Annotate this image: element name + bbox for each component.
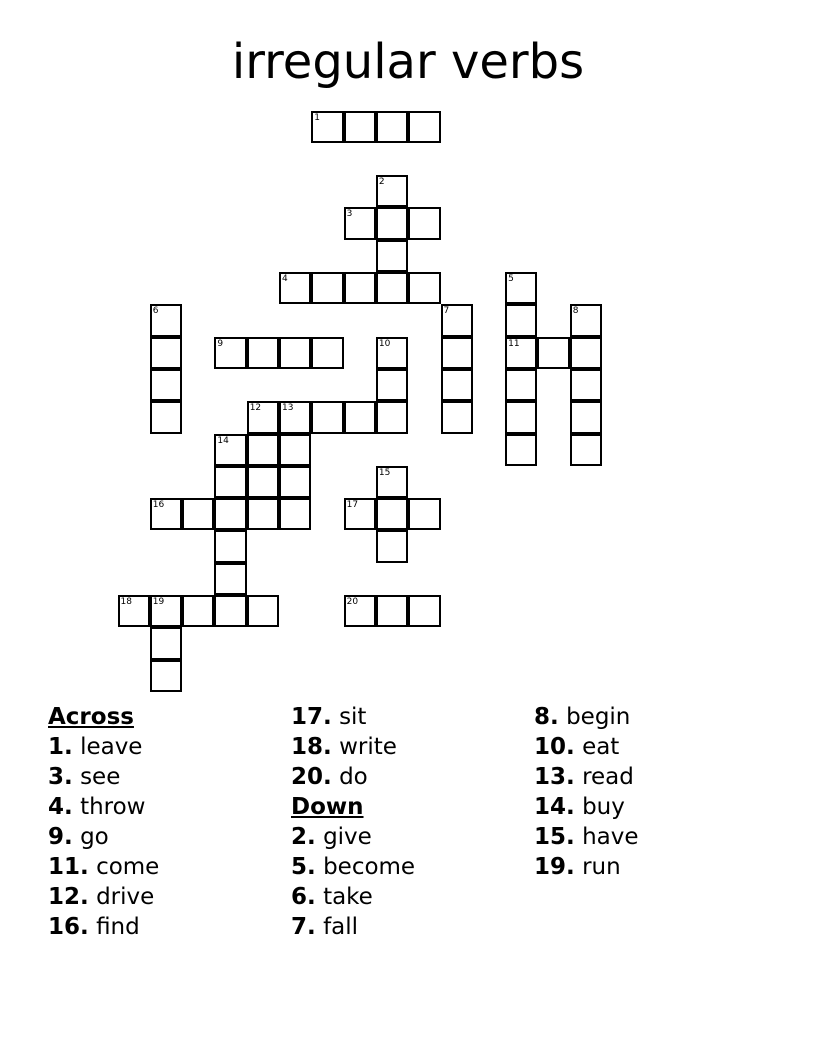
grid-cell[interactable] — [214, 466, 246, 498]
cell-number: 19 — [152, 597, 165, 607]
grid-cell[interactable] — [441, 401, 473, 433]
clue-item — [48, 762, 159, 792]
clue-item — [534, 822, 639, 852]
grid-cell[interactable] — [150, 401, 182, 433]
clue-number: 9. — [48, 824, 73, 850]
grid-cell[interactable] — [214, 434, 246, 466]
clue-text: see — [80, 764, 121, 790]
grid-cell[interactable] — [376, 272, 408, 304]
clue-number: 16. — [48, 914, 89, 940]
grid-cell[interactable] — [279, 434, 311, 466]
grid-cell[interactable] — [505, 304, 537, 336]
grid-cell[interactable] — [376, 498, 408, 530]
clue-item — [48, 852, 159, 882]
clue-number: 15. — [534, 824, 575, 850]
grid-cell[interactable] — [505, 401, 537, 433]
grid-cell[interactable] — [279, 272, 311, 304]
grid-cell[interactable] — [247, 595, 279, 627]
grid-cell[interactable] — [376, 337, 408, 369]
down-heading: Down — [291, 794, 364, 820]
grid-cell[interactable] — [182, 498, 214, 530]
clue-item — [534, 702, 639, 732]
grid-cell[interactable] — [570, 337, 602, 369]
grid-cell[interactable] — [408, 207, 440, 239]
clue-text: sit — [339, 704, 367, 730]
clue-number: 19. — [534, 854, 575, 880]
clue-text: run — [582, 854, 621, 880]
grid-cell[interactable] — [150, 595, 182, 627]
grid-cell[interactable] — [311, 272, 343, 304]
cell-number: 11 — [508, 338, 520, 349]
across-heading: Across — [48, 704, 134, 730]
clue-text: find — [96, 914, 140, 940]
grid-cell[interactable] — [247, 466, 279, 498]
grid-cell[interactable] — [214, 530, 246, 562]
clue-number: 6. — [291, 884, 316, 910]
clue-text: fall — [323, 914, 359, 940]
clue-number: 2. — [291, 824, 316, 850]
clue-text: eat — [582, 734, 620, 760]
grid-cell[interactable] — [537, 337, 569, 369]
clue-text: give — [323, 824, 372, 850]
grid-cell[interactable] — [376, 207, 408, 239]
clue-item — [291, 822, 415, 852]
grid-cell[interactable] — [344, 207, 376, 239]
grid-cell[interactable] — [441, 369, 473, 401]
grid-cell[interactable] — [376, 240, 408, 272]
clue-item — [291, 912, 415, 942]
grid-cell[interactable] — [182, 595, 214, 627]
clue-number: 8. — [534, 704, 559, 730]
grid-cell[interactable] — [247, 498, 279, 530]
grid-cell[interactable] — [344, 498, 376, 530]
clue-item — [291, 732, 415, 762]
grid-cell[interactable] — [441, 304, 473, 336]
clue-text: write — [339, 734, 397, 760]
grid-cell[interactable] — [408, 595, 440, 627]
clue-text: begin — [566, 704, 631, 730]
clue-item — [534, 792, 639, 822]
grid-cell[interactable] — [279, 498, 311, 530]
clue-number: 14. — [534, 794, 575, 820]
cell-number: 3 — [346, 209, 353, 220]
clue-number: 18. — [291, 734, 332, 760]
grid-cell[interactable] — [247, 337, 279, 369]
clue-column-1 — [48, 702, 159, 942]
clue-number: 12. — [48, 884, 89, 910]
clue-item — [48, 792, 159, 822]
grid-cell[interactable] — [408, 111, 440, 143]
grid-cell[interactable] — [376, 595, 408, 627]
clue-item — [534, 762, 639, 792]
grid-cell[interactable] — [441, 337, 473, 369]
grid-cell[interactable] — [150, 369, 182, 401]
cell-number: 20 — [346, 597, 359, 607]
grid-cell[interactable] — [376, 111, 408, 143]
cell-number: 13 — [282, 403, 294, 414]
grid-cell[interactable] — [150, 304, 182, 336]
grid-cell[interactable] — [214, 595, 246, 627]
clue-text: leave — [80, 734, 143, 760]
grid-cell[interactable] — [279, 337, 311, 369]
grid-cell[interactable] — [214, 337, 246, 369]
clue-number: 5. — [291, 854, 316, 880]
cell-number: 2 — [378, 177, 385, 188]
grid-cell[interactable] — [344, 595, 376, 627]
clue-item — [291, 882, 415, 912]
grid-cell[interactable] — [505, 434, 537, 466]
grid-cell[interactable] — [376, 369, 408, 401]
grid-cell[interactable] — [344, 272, 376, 304]
cell-number: 4 — [282, 274, 288, 284]
clue-text: go — [80, 824, 109, 850]
grid-cell[interactable] — [247, 434, 279, 466]
cell-number: 9 — [217, 338, 224, 349]
grid-cell[interactable] — [214, 563, 246, 595]
grid-cell[interactable] — [376, 466, 408, 498]
clue-text: take — [323, 884, 373, 910]
clue-text: drive — [96, 884, 155, 910]
grid-cell[interactable] — [570, 401, 602, 433]
grid-cell[interactable] — [408, 498, 440, 530]
grid-cell[interactable] — [570, 304, 602, 336]
grid-cell[interactable] — [505, 272, 537, 304]
clue-item — [291, 852, 415, 882]
cell-number: 6 — [152, 306, 159, 317]
cell-number: 7 — [443, 306, 450, 317]
clue-text: buy — [582, 794, 625, 820]
grid-cell[interactable] — [150, 660, 182, 692]
clue-column-3 — [534, 702, 639, 882]
grid-cell[interactable] — [150, 337, 182, 369]
grid-cell[interactable] — [311, 111, 343, 143]
cell-number: 5 — [508, 274, 514, 284]
clue-item — [291, 762, 415, 792]
clue-item — [48, 822, 159, 852]
clue-text: read — [582, 764, 634, 790]
cell-number: 8 — [572, 306, 579, 317]
clue-item — [48, 912, 159, 942]
grid-cell[interactable] — [344, 401, 376, 433]
clue-item — [48, 882, 159, 912]
cell-number: 17 — [346, 500, 359, 511]
cell-number: 14 — [217, 435, 229, 446]
clue-text: come — [96, 854, 160, 880]
grid-cell[interactable] — [344, 111, 376, 143]
clue-number: 17. — [291, 704, 332, 730]
cell-number: 18 — [120, 597, 132, 607]
grid-cell[interactable] — [570, 434, 602, 466]
grid-cell[interactable] — [247, 401, 279, 433]
grid-cell[interactable] — [408, 272, 440, 304]
page-title: irregular verbs — [231, 34, 585, 90]
clue-number: 7. — [291, 914, 316, 940]
clue-number: 11. — [48, 854, 89, 880]
grid-cell[interactable] — [150, 498, 182, 530]
grid-cell[interactable] — [505, 337, 537, 369]
grid-cell[interactable] — [570, 369, 602, 401]
clue-text: have — [582, 824, 639, 850]
grid-cell[interactable] — [279, 401, 311, 433]
clue-text: throw — [80, 794, 146, 820]
grid-cell[interactable] — [214, 498, 246, 530]
cell-number: 10 — [378, 338, 391, 349]
clue-item — [291, 702, 415, 732]
clue-text: do — [339, 764, 368, 790]
cell-number: 16 — [152, 500, 165, 511]
clue-text: become — [323, 854, 416, 880]
clue-item — [48, 732, 159, 762]
clue-number: 10. — [534, 734, 575, 760]
grid-cell[interactable] — [376, 530, 408, 562]
grid-cell[interactable] — [311, 401, 343, 433]
grid-cell[interactable] — [279, 466, 311, 498]
clue-number: 20. — [291, 764, 332, 790]
grid-cell[interactable] — [150, 627, 182, 659]
clue-item — [534, 852, 639, 882]
grid-cell[interactable] — [118, 595, 150, 627]
grid-cell[interactable] — [505, 369, 537, 401]
cell-number: 15 — [378, 467, 391, 478]
clue-number: 4. — [48, 794, 73, 820]
grid-cell[interactable] — [376, 175, 408, 207]
clue-column-2 — [291, 702, 415, 942]
grid-cell[interactable] — [311, 337, 343, 369]
grid-cell[interactable] — [376, 401, 408, 433]
clue-number: 13. — [534, 764, 575, 790]
clue-number: 3. — [48, 764, 73, 790]
clue-number: 1. — [48, 734, 73, 760]
cell-number: 12 — [249, 403, 262, 414]
clue-item — [534, 732, 639, 762]
cell-number: 1 — [314, 112, 321, 123]
